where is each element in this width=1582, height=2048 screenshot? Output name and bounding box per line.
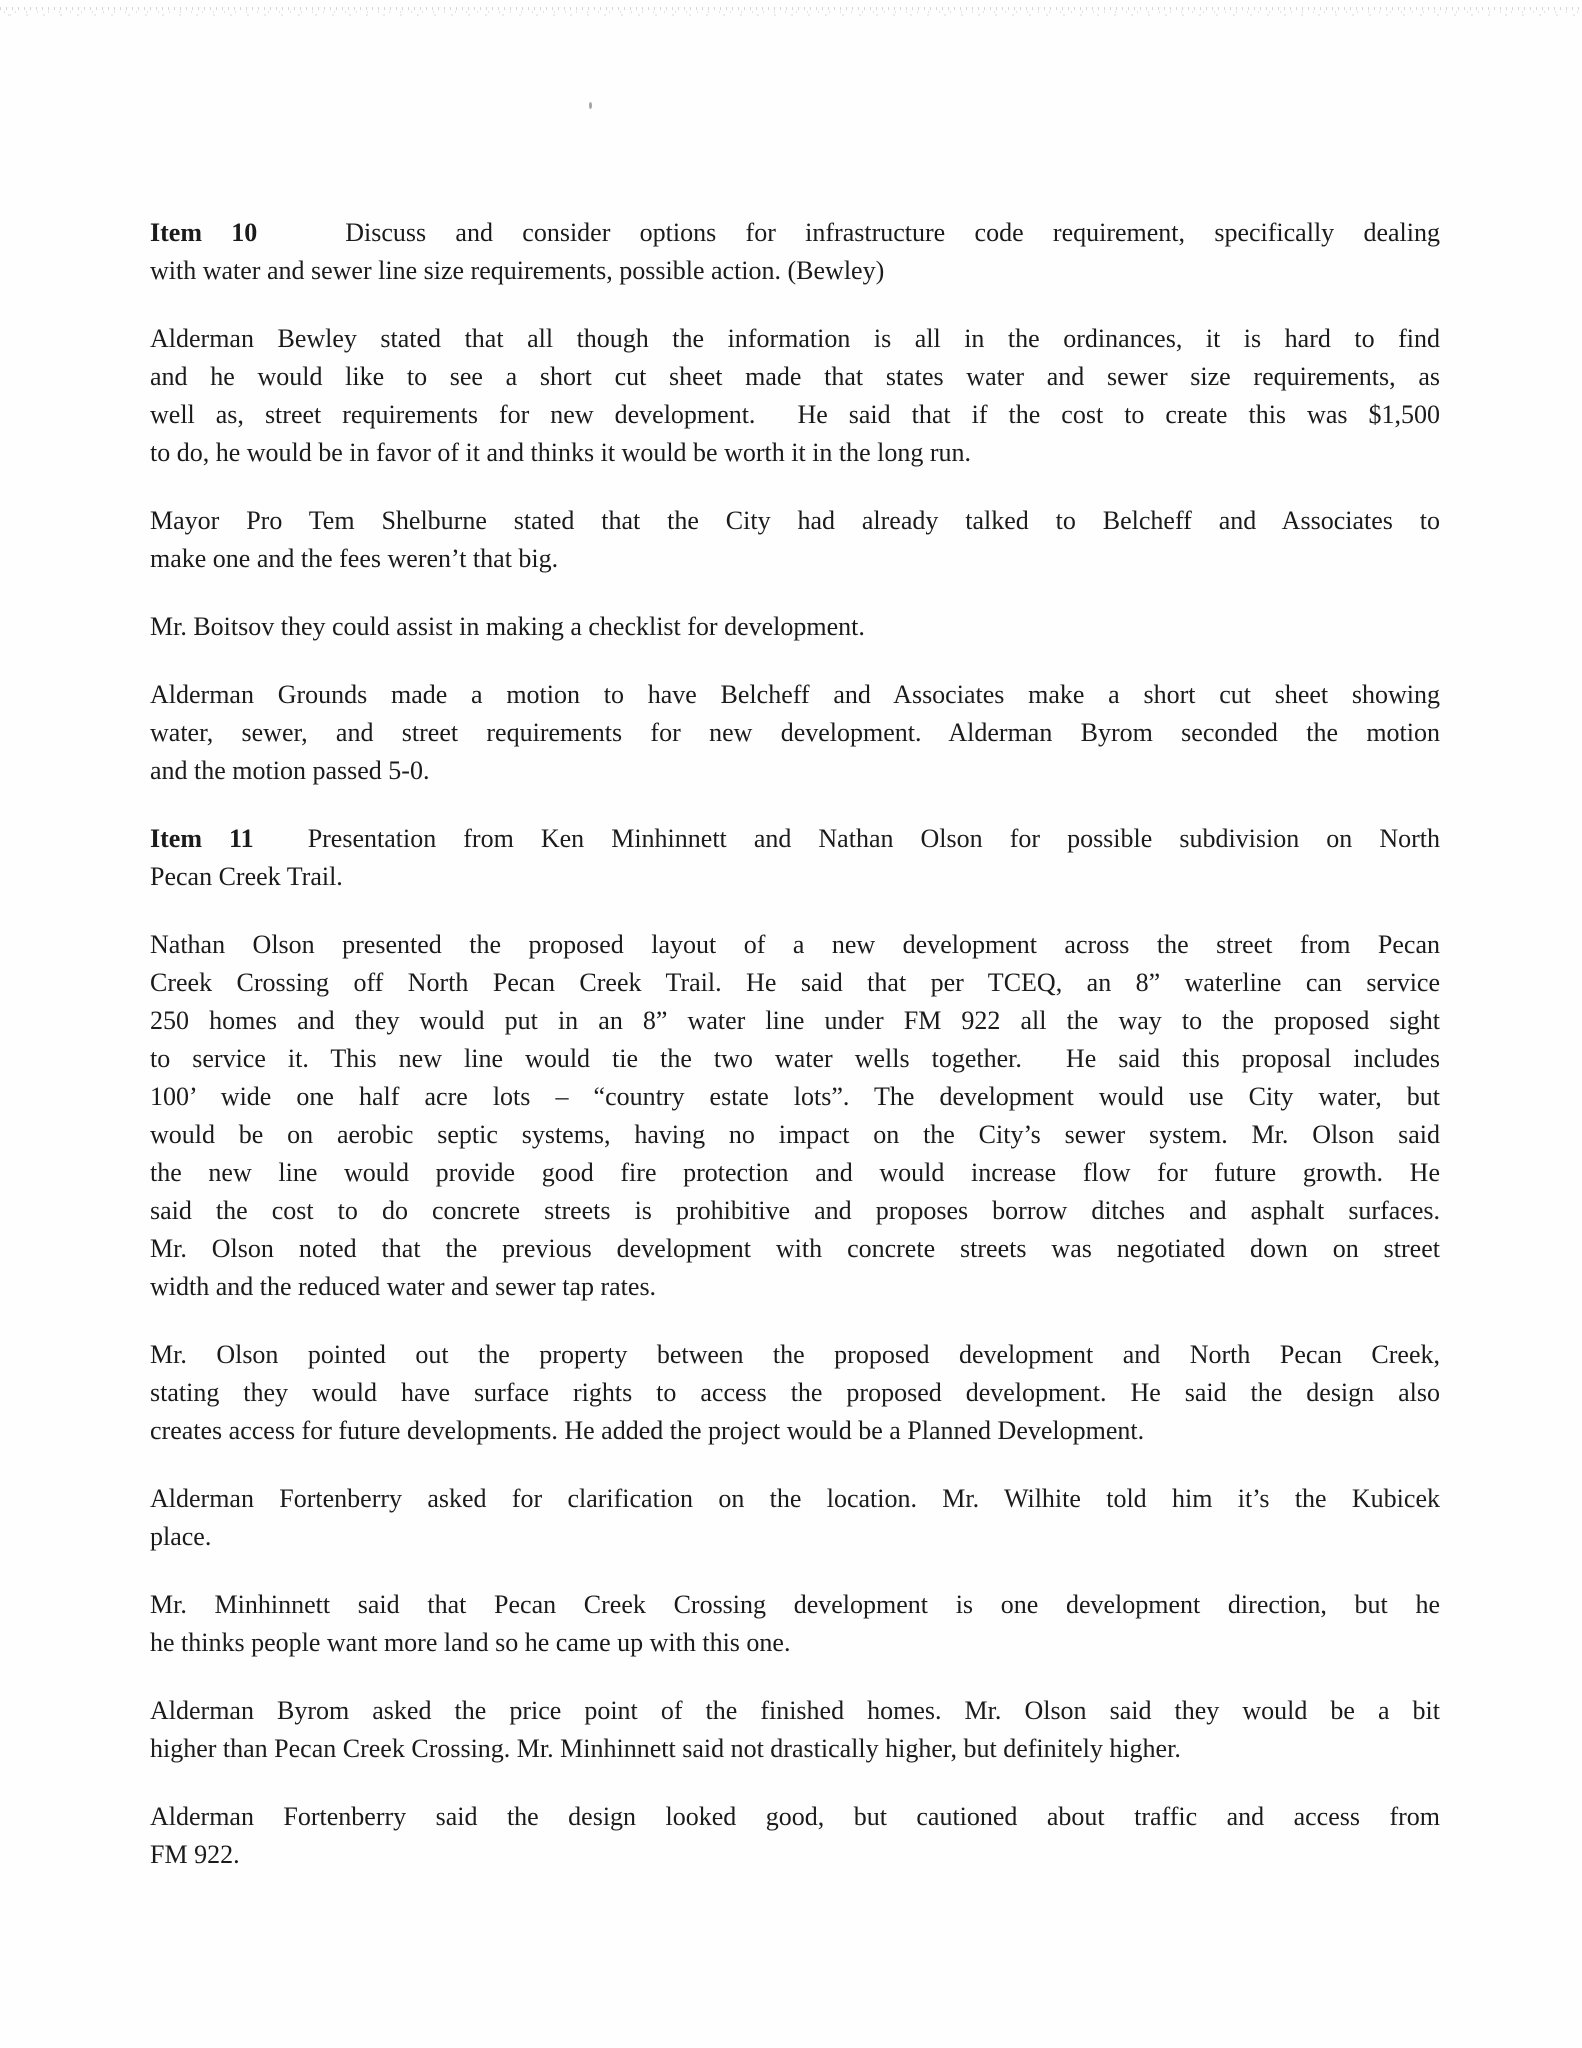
text-line: 100’ wide one half acre lots – “country estate lots”. The development would use City water, but (150, 1082, 1440, 1111)
text-line: Mr. Olson pointed out the property between the proposed development and North Pecan Creek, (150, 1340, 1440, 1369)
document-body (150, 214, 1440, 1904)
item-heading-text: Presentation from Ken Minhinnett and Nathan Olson for possible subdivision on North (253, 824, 1440, 853)
text-line: to do, he would be in favor of it and thinks it would be worth it in the long run. (150, 438, 972, 467)
text-line: Mayor Pro Tem Shelburne stated that the City had already talked to Belcheff and Associates to (150, 506, 1440, 535)
text-line: Pecan Creek Trail. (150, 862, 343, 891)
minutes-paragraph (150, 1336, 1440, 1450)
minutes-paragraph (150, 1798, 1440, 1874)
text-line: 250 homes and they would put in an 8” water line under FM 922 all the way to the proposed sight (150, 1006, 1440, 1035)
text-line (150, 214, 1440, 252)
text-line: higher than Pecan Creek Crossing. Mr. Minhinnett said not drastically higher, but definitely higher. (150, 1734, 1181, 1763)
item-number-label: Item 10 (150, 218, 258, 247)
text-line: water, sewer, and street requirements for new development. Alderman Byrom seconded the motion (150, 718, 1440, 747)
scanner-noise-strip (0, 5, 1582, 17)
agenda-item-paragraph (150, 820, 1440, 896)
minutes-paragraph (150, 676, 1440, 790)
text-line: Alderman Fortenberry said the design looked good, but cautioned about traffic and access from (150, 1802, 1440, 1831)
text-line: to service it. This new line would tie the two water wells together. He said this proposal includes (150, 1044, 1440, 1073)
text-line (150, 820, 1440, 858)
minutes-paragraph (150, 320, 1440, 472)
text-line: stating they would have surface rights to access the proposed development. He said the design also (150, 1378, 1440, 1407)
text-line: make one and the fees weren’t that big. (150, 544, 559, 573)
text-line: and the motion passed 5-0. (150, 756, 430, 785)
text-line: the new line would provide good fire protection and would increase flow for future growth. He (150, 1158, 1440, 1187)
text-line: FM 922. (150, 1840, 240, 1869)
text-line: well as, street requirements for new development. He said that if the cost to create this was $1,500 (150, 400, 1440, 429)
text-line: Nathan Olson presented the proposed layout of a new development across the street from Pecan (150, 930, 1440, 959)
text-line: he thinks people want more land so he came up with this one. (150, 1628, 791, 1657)
text-line: Mr. Olson noted that the previous development with concrete streets was negotiated down on street (150, 1234, 1440, 1263)
text-line: Alderman Fortenberry asked for clarification on the location. Mr. Wilhite told him it’s the Kubicek (150, 1484, 1440, 1513)
text-line: Creek Crossing off North Pecan Creek Trail. He said that per TCEQ, an 8” waterline can service (150, 968, 1440, 997)
text-line: place. (150, 1522, 212, 1551)
text-line: said the cost to do concrete streets is prohibitive and proposes borrow ditches and asphalt surfaces. (150, 1196, 1440, 1225)
item-number-label: Item 11 (150, 824, 254, 853)
minutes-paragraph (150, 1692, 1440, 1768)
minutes-paragraph (150, 608, 1440, 646)
text-line: and he would like to see a short cut sheet made that states water and sewer size requirements, as (150, 362, 1440, 391)
text-line: width and the reduced water and sewer tap rates. (150, 1272, 657, 1301)
text-line: Mr. Minhinnett said that Pecan Creek Crossing development is one development direction, but he (150, 1590, 1440, 1619)
minutes-paragraph (150, 1586, 1440, 1662)
text-line: creates access for future developments. He added the project would be a Planned Development. (150, 1416, 1145, 1445)
text-line: Alderman Grounds made a motion to have Belcheff and Associates make a short cut sheet showing (150, 680, 1440, 709)
text-line: Alderman Bewley stated that all though the information is all in the ordinances, it is hard to find (150, 324, 1440, 353)
text-line: Alderman Byrom asked the price point of the finished homes. Mr. Olson said they would be a bit (150, 1696, 1440, 1725)
minutes-paragraph (150, 926, 1440, 1306)
minutes-paragraph (150, 1480, 1440, 1556)
minutes-paragraph (150, 502, 1440, 578)
item-heading-text: Discuss and consider options for infrastructure code requirement, specifically dealing (257, 218, 1441, 247)
text-line: with water and sewer line size requirements, possible action. (Bewley) (150, 256, 885, 285)
text-line: Mr. Boitsov they could assist in making a checklist for development. (150, 612, 865, 641)
agenda-item-paragraph (150, 214, 1440, 290)
text-line: would be on aerobic septic systems, having no impact on the City’s sewer system. Mr. Olson said (150, 1120, 1440, 1149)
scan-speck (589, 102, 592, 109)
